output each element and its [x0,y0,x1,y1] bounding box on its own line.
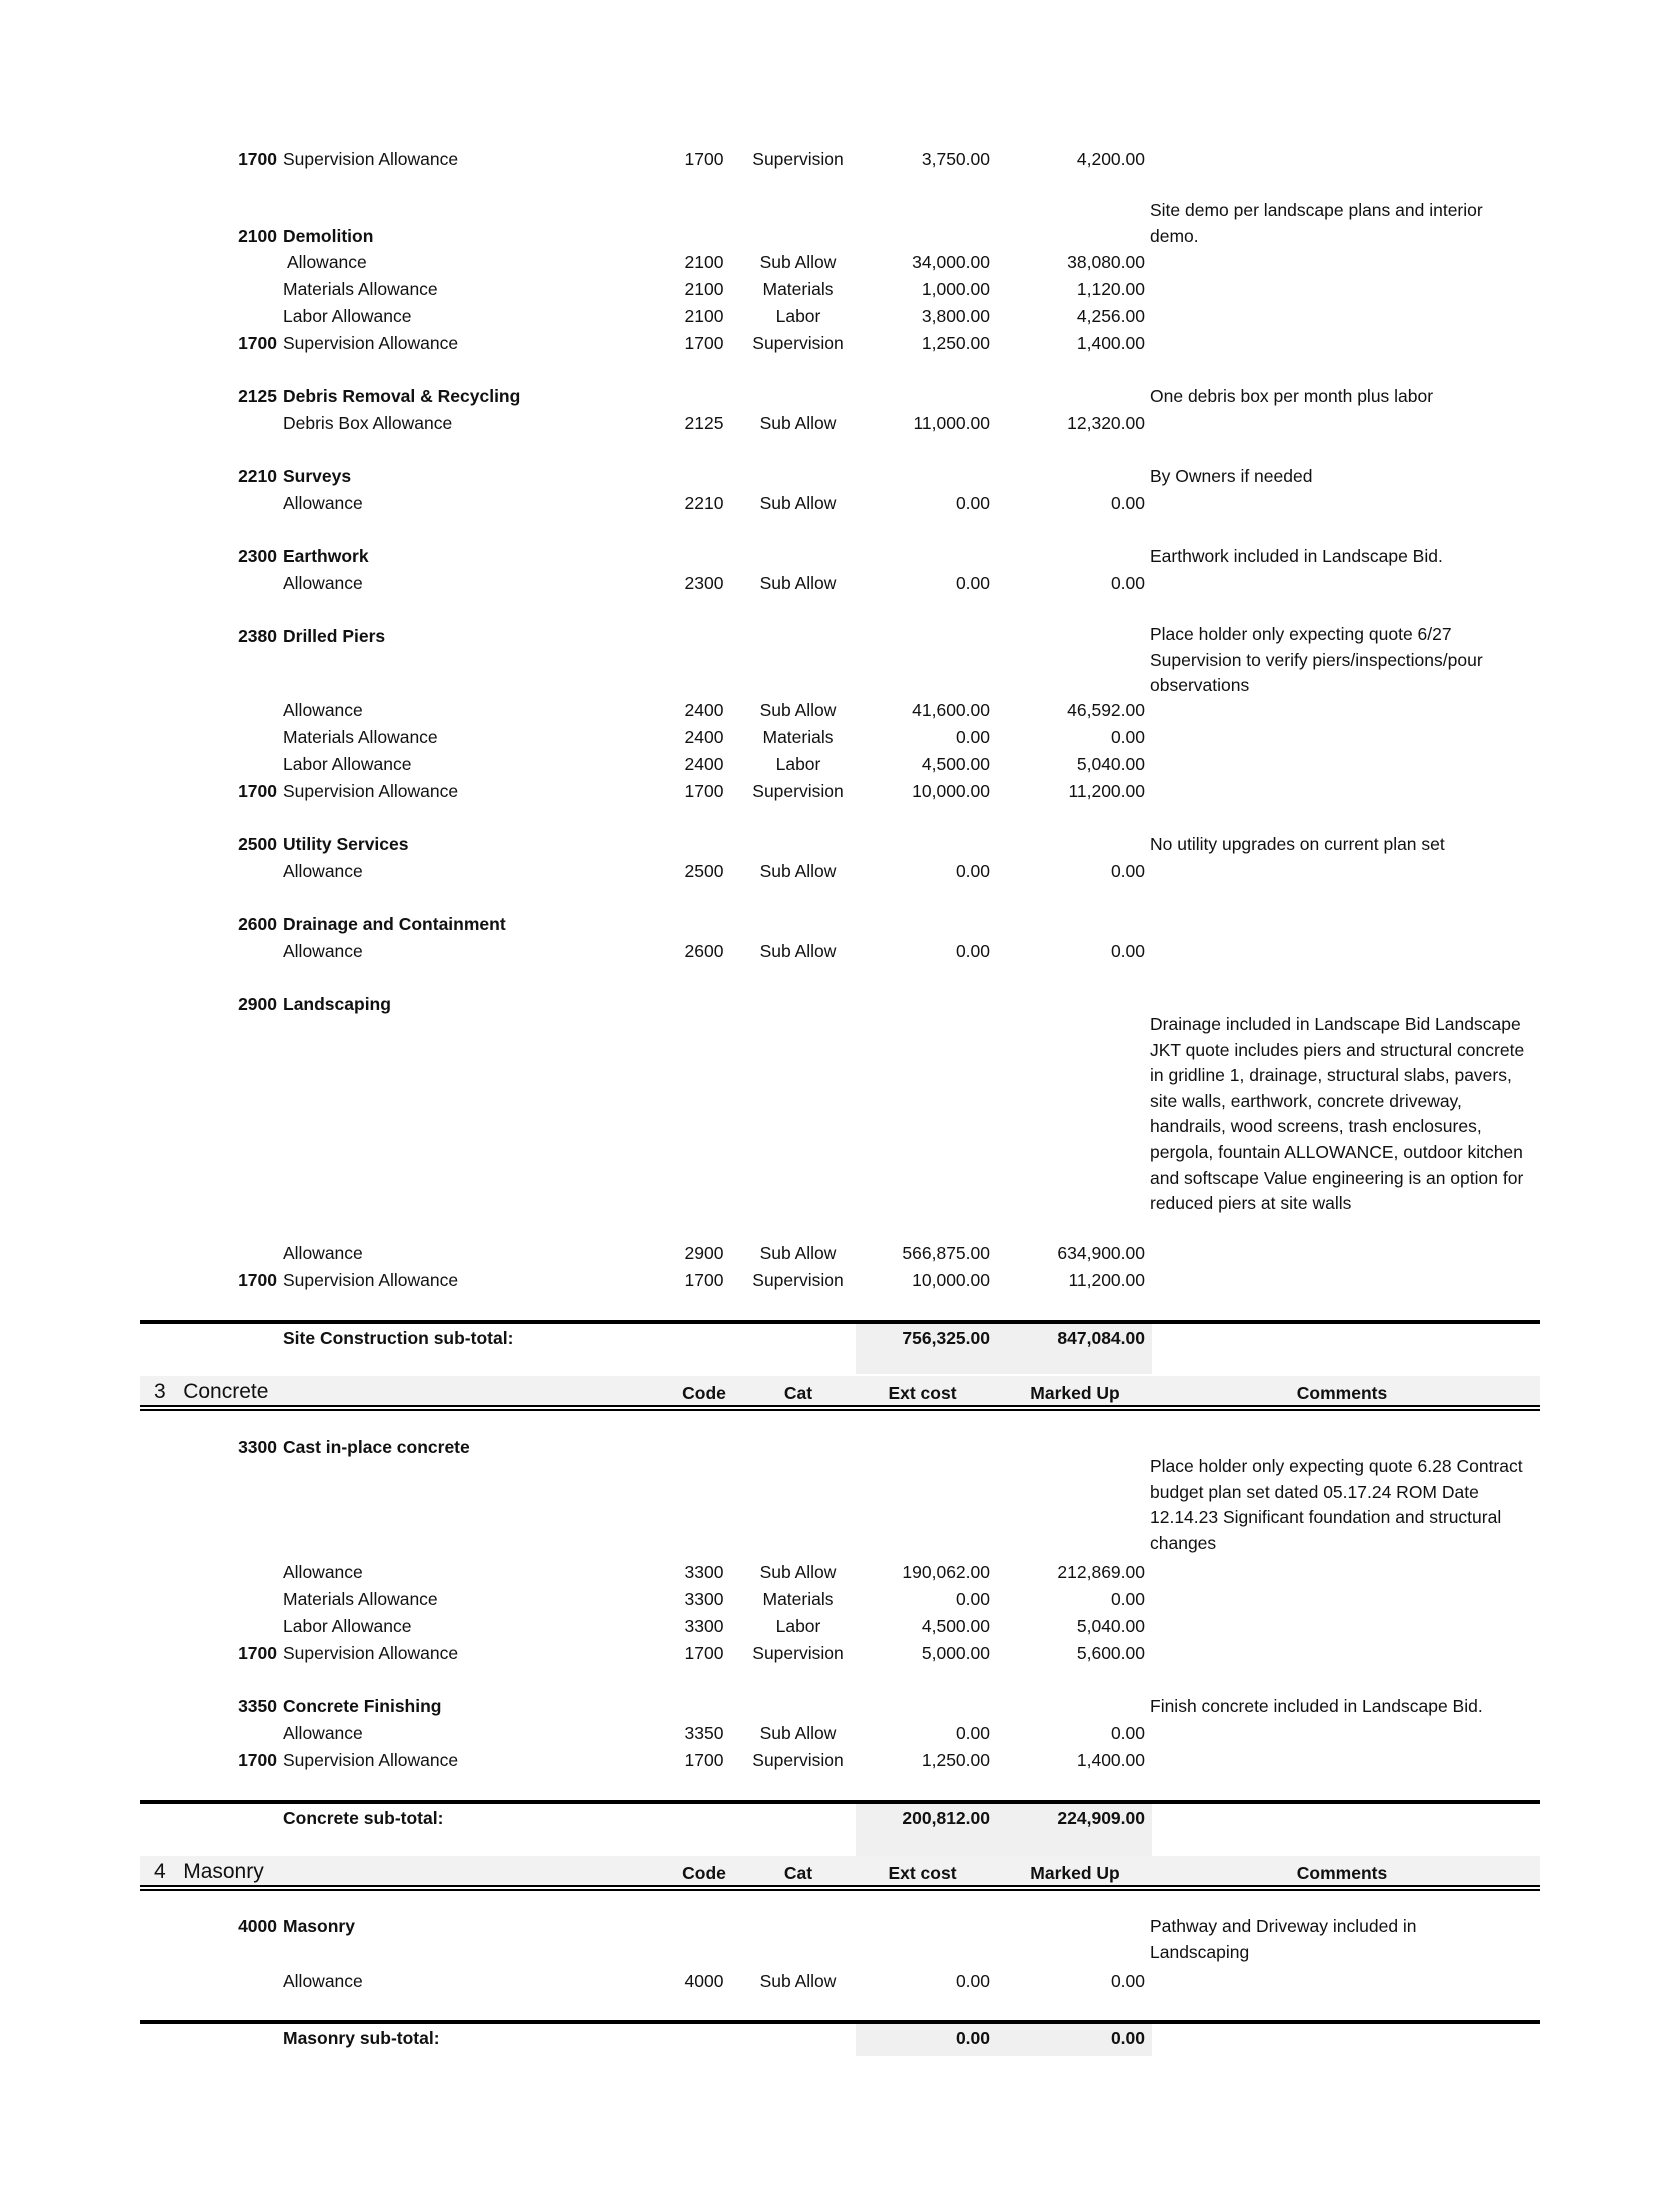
comment: By Owners if needed [1150,466,1313,486]
comment: Place holder only expecting quote 6.28 Contract budget plan set dated 05.17.24 ROM Date 12.14.23 Significant foundation and structural changes [1150,1456,1523,1553]
comment: Site demo per landscape plans and interior demo. [1150,200,1483,246]
comment: Earthwork included in Landscape Bid. [1150,546,1443,566]
subtotal-row: Concrete sub-total: 200,812.00 224,909.00 [283,1808,1145,1828]
section-title: 3 Concrete [154,1380,269,1403]
section-title: 4 Masonry [154,1860,264,1883]
header-rule [140,1409,1540,1411]
section-header: 3 Concrete Code Cat Ext cost Marked Up Comments [140,1376,1540,1406]
subtotal-row: Site Construction sub-total: 756,325.00 847,084.00 [283,1328,1145,1348]
header-rule [140,1885,1540,1887]
header-rule [140,1889,1540,1891]
comment: Finish concrete included in Landscape Bid. [1150,1696,1483,1716]
comment: No utility upgrades on current plan set [1150,834,1445,854]
header-rule [140,1405,1540,1407]
comment: Place holder only expecting quote 6/27 Supervision to verify piers/inspections/pour observations [1150,624,1483,696]
comment: One debris box per month plus labor [1150,386,1434,406]
comment: Pathway and Driveway included in Landscaping [1150,1916,1417,1962]
section-header: 4 Masonry Code Cat Ext cost Marked Up Comments [140,1856,1540,1886]
comment: Drainage included in Landscape Bid Landscape JKT quote includes piers and structural concrete in gridline 1, drainage, structural slabs, pavers, site walls, earthwork, concrete driveway, handrails, wood screens, trash enclosures, pergola, fountain ALLOWANCE, outdoor kitchen and softscape Value engineering is an option for reduced piers at site walls [1150,1014,1525,1214]
subtotal-row: Masonry sub-total: 0.00 0.00 [283,2028,1145,2048]
